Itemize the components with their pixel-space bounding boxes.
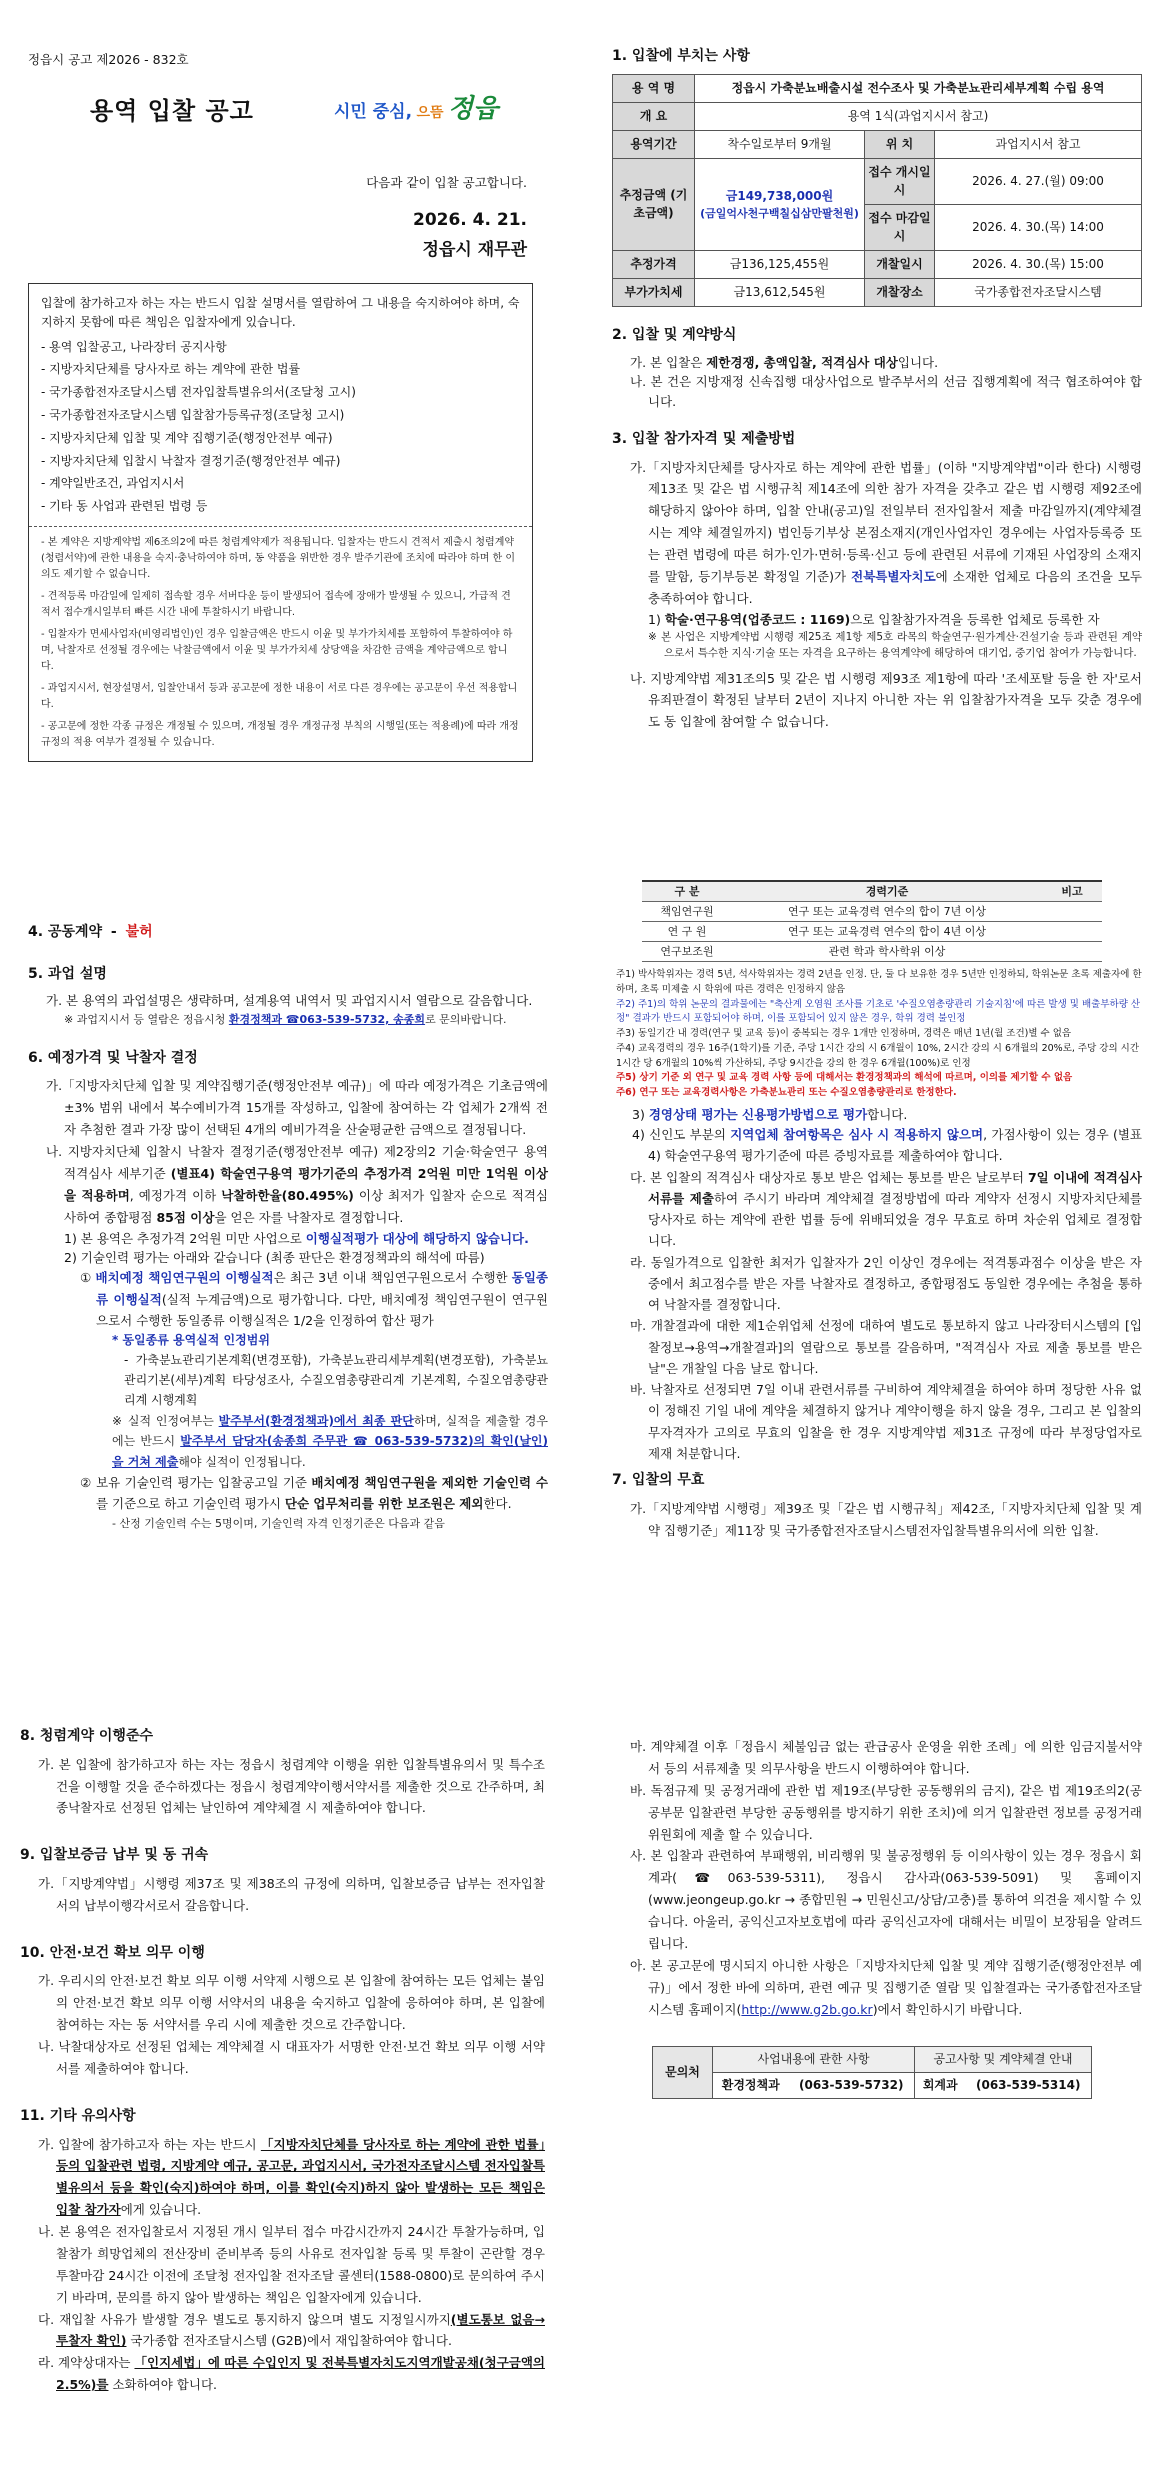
s3-note: ※ 본 사업은 지방계약법 시행령 제25조 제1항 제5호 라목의 학술연구·원가계산·건설기술 등과 관련된 계약으로서 특수한 지식·기술 또는 자격을 요구하는 용역계약에 해당하여 대기업, 중기업 참여가 가능합니다.	[648, 631, 1142, 660]
location-value: 과업지시서 참고	[935, 130, 1142, 158]
g2b-link[interactable]: http://www.g2b.go.kr	[741, 2001, 873, 2017]
grade-header: 경력기준	[732, 881, 1042, 902]
grade-note: 주2) 주1)의 학위 논문의 결과물에는 "축산계 오염원 조사를 기초로 '수질오염총량관리 기술지침'에 따른 발생 및 배출부하량 산정" 결과가 반드시 포함되어야 하며, 이를 포함되어 있지 않은 경우, 학위 경력 불인정	[616, 998, 1141, 1025]
location-label: 위 치	[865, 130, 935, 158]
section-8-title: 8. 청렴계약 이행준수	[20, 1728, 153, 1744]
s6-na-mid: , 예정가격 이하	[129, 1187, 222, 1203]
period-value: 착수일로부터 9개월	[695, 130, 865, 158]
right-column-top	[612, 40, 1142, 733]
table-cell: 책임연구원	[642, 902, 732, 922]
s6-na-score: 85점 이상	[156, 1209, 215, 1225]
grade-note: 주1) 박사학위자는 경력 5년, 석사학위자는 경력 2년을 인정. 단, 둘 다 보유한 경우 5년만 인정하되, 학위논문 초록 제출자에 한하며, 초록 미제출 시 학위에 따른 경력은 인정하지 않음	[616, 969, 1142, 995]
s6-note2-blue: 발주부서(환경정책과)에서 최종 판단	[218, 1413, 414, 1428]
s11-item-ba: 바. 독점규제 및 공정거래에 관한 법 제19조(부당한 공동행위의 금지), 같은 법 제19조의2(공공부문 입찰관련 부당한 공동행위를 방지하기 위한 조치)에 의거 입찰관련 정보를 공정거래위원회에 제출 할 수 있습니다.	[630, 1782, 1142, 1842]
s6-c2-mid: 를 기준으로 하고 기술인력 평가시	[96, 1496, 285, 1512]
section-11-title: 11. 기타 유의사항	[20, 2107, 136, 2124]
table-row	[642, 922, 1102, 942]
s5-note-text: ※ 과업지시서 등 열람은 정읍시청	[64, 1012, 229, 1026]
s6-note2-text: ※ 실적 인정여부는	[112, 1413, 219, 1428]
notice-item: - 국가종합전자조달시스템 입찰참가등록규정(조달청 고시)	[41, 408, 345, 423]
section-2-title: 2. 입찰 및 계약방식	[612, 327, 737, 344]
s6-c2-bold2: 단순 업무처리를 위한 보조원은 제외	[284, 1496, 484, 1512]
grade-note: 주5) 상기 기준 외 연구 및 교육 경력 사항 등에 대해서는 환경정책과의 해석에 따르며, 이의를 제기할 수 없음	[616, 1072, 1073, 1084]
grade-table	[642, 880, 1102, 962]
s11-ga-post: 에게 있습니다.	[120, 2202, 202, 2218]
s11-ra-post: 소화하여야 합니다.	[108, 2377, 217, 2393]
s6-n3-blue: 경영상태 평가는 신용평가방법으로 평가	[648, 1106, 868, 1122]
close-value: 2026. 4. 30.(목) 14:00	[935, 204, 1142, 250]
section-9-title: 9. 입찰보증금 납부 및 동 귀속	[20, 1847, 209, 1864]
slogan-part-c: 정읍	[447, 94, 499, 125]
s6-item-ba: 바. 낙찰자로 선정되면 7일 이내 관련서류를 구비하여 계약체결을 하여야 하며 정당한 사유 없이 정해진 기일 내에 계약을 체결하지 않거나 계약이행을 하지 않을 경우, 그리고 본 입찰의 무자격자가 고의로 무효의 입찰을 한 경우 지방계약법 제31조 규정에 따라 부정당업자로 제재 처분합니다.	[630, 1382, 1142, 1461]
section-1-title: 1. 입찰에 부치는 사항	[612, 48, 750, 64]
s11-item-da	[38, 2309, 545, 2353]
s11-ra-bold: 「인지세법」에 따른 수입인지 및 전북특별자치도지역개발공채(청구금액의 2.5%)를	[56, 2355, 545, 2393]
s6-n3-post: 합니다.	[867, 1106, 908, 1122]
s6-item-ra: 라. 동일가격으로 입찰한 최저가 입찰자가 2인 이상인 경우에는 적격통과점수 이상을 받은 자 중에서 최고점수를 받은 자를 낙찰자로 결정하고, 종합평점도 동일한 경우에는 추첨을 통하여 낙찰자를 결정합니다.	[630, 1254, 1142, 1313]
vat-label: 부가가치세	[613, 279, 695, 307]
s6-c1-prefix: ①	[80, 1270, 96, 1286]
estimate-value: 금149,738,000원	[725, 188, 834, 203]
s5-note	[64, 1011, 548, 1028]
open-value: 2026. 4. 27.(월) 09:00	[935, 158, 1142, 204]
s11-item-sa: 사. 본 입찰과 관련하여 부패행위, 비리행위 및 불공정행위 등 이의사항이 있는 경우 정읍시 회계과(☎063-539-5311), 정읍시 감사과(063-539-5091) 및 홈페이지(www.jeongeup.go.kr → 종합민원 → 민원신고/상담/고충)를 통하여 의견을 제시할 수 있습니다. 아울러, 공익신고자보호법에 따라 공익신고자에 대해서는 비밀이 보장됨을 알려드립니다.	[630, 1848, 1142, 1951]
notice-note: - 입찰자가 면세사업자(비영리법인)인 경우 입찰금액은 반드시 이윤 및 부가가치세를 포함하여 투찰하여야 하며, 낙찰자로 선정될 경우에는 낙찰금액에서 이윤 및 부가가치세 상당액을 차감한 금액을 계약금액으로 합니다.	[41, 629, 513, 672]
contact-tel: (063-539-5314)	[965, 2072, 1091, 2098]
s6-c1-mid: 은 최근 3년 이내 책임연구원으로서 수행한	[273, 1270, 512, 1286]
table-cell	[1042, 922, 1102, 942]
city-logo	[334, 89, 498, 129]
contact-tel: (063-539-5732)	[788, 2072, 914, 2098]
s6-n3-prefix: 3)	[632, 1106, 649, 1122]
notice-notes	[41, 535, 520, 751]
s6-da-bold: 7일 이내에 적격심사서류를 제출	[648, 1169, 1142, 1206]
contact-header: 공고사항 및 계약체결 안내	[914, 2047, 1091, 2073]
left-column-mid	[28, 880, 548, 1532]
s3-ga-text: 가.「지방자치단체를 당사자로 하는 계약에 관한 법률」(이하 "지방계약법"이라 한다) 시행령 제13조 및 같은 법 시행규칙 제14조에 의한 참가 자격을 갖추고 같은 법 시행령 제92조에 해당하지 않아야 하며, 입찰 안내(공고)일 전일부터 전자입찰서 제출 마감일까지(계약체결시는 계약 체결일까지) 법인등기부상 본점소재지(개인사업자인 경우에는 사업자등록증 또는 관련 법령에 따른 허가·인가·면허·등록·신고 등에 관련된 서류에 기재된 사업장의 소재지를 말함, 등기부등본 확정일 기준)가	[630, 459, 1142, 584]
s6-c1-post: (실적 누계금액)으로 평가합니다. 다만, 배치예정 책임연구원이 연구원으로서 수행한 동일종류 이행실적은 1/2을 인정하여 합산 평가	[96, 1291, 548, 1328]
s11-item-ma: 마. 계약체결 이후「정읍시 체불임금 없는 관급공사 운영을 위한 조례」에 의한 임금지불서약서 등의 서류제출 및 의무사항을 반드시 이행하여야 합니다.	[630, 1739, 1142, 1776]
notice-item: - 기타 동 사업과 관련된 법령 등	[41, 499, 208, 514]
s3-item-1	[648, 610, 1142, 629]
title-row	[28, 81, 533, 143]
notice-item: - 용역 입찰공고, 나라장터 공지사항	[41, 339, 227, 354]
right-column-mid	[612, 880, 1142, 1541]
s11-ga-bold: 「지방자치단체를 당사자로 하는 계약에 관한 법률」등의 입찰관련 법령, 지방계약 예규, 공고문, 과업지시서, 국가전자조달시스템 전자입찰특별유의서 등을 확인(숙지)하여야 하며, 이를 확인(숙지)하지 않아 발생하는 모든 책임은 입찰 참가자	[56, 2136, 546, 2218]
notice-note: - 견적등록 마감일에 일제히 접속할 경우 서버다운 등이 발생되어 접속에 장애가 발생될 수 있으니, 가급적 견적서 접수개시일부터 빠른 시간 내에 투찰하시기 바랍니다.	[41, 591, 511, 618]
opening-label: 개찰일시	[865, 251, 935, 279]
table-cell	[1042, 942, 1102, 962]
grade-note: 주3) 동일기간 내 경력(연구 및 교육 등)이 중복되는 경우 1개만 인정하며, 경력은 매년 1년(월 조건)별 수 없음	[616, 1028, 1072, 1040]
notice-item: - 지방자치단체 입찰시 낙찰자 결정기준(행정안전부 예규)	[41, 453, 341, 468]
estimate-label: 추정금액 (기초금액)	[613, 158, 695, 250]
notice-note: - 공고문에 정한 각종 규정은 개정될 수 있으며, 개정될 경우 개정규정 부칙의 시행일(또는 적용례)에 따라 개정 규정의 적용 여부가 결정될 수 있습니다.	[41, 721, 519, 748]
period-label: 용역기간	[613, 130, 695, 158]
intro-text: 다음과 같이 입찰 공고합니다.	[366, 175, 527, 191]
overview-label: 개 요	[613, 102, 695, 130]
grade-header: 구 분	[642, 881, 732, 902]
s9-item-ga: 가.「지방계약법」시행령 제37조 및 제38조의 규정에 의하며, 입찰보증금 납부는 전자입찰서의 납부이행각서로서 갈음합니다.	[38, 1876, 545, 1913]
table-cell: 관련 학과 학사학위 이상	[732, 942, 1042, 962]
grade-header: 비고	[1042, 881, 1102, 902]
s3-item-ga	[630, 457, 1142, 610]
s8-item-ga: 가. 본 입찰에 참가하고자 하는 자는 정읍시 청렴계약 이행을 위한 입찰특별유의서 및 특수조건을 이행할 것을 준수하겠다는 정읍시 청렴계약이행서약서를 제출한 것으로 간주하며, 최종낙찰자로 선정된 업체는 날인하여 계약체결 시 제출하여야 합니다.	[38, 1756, 545, 1816]
table-cell	[1042, 902, 1102, 922]
s11-a-post: )에서 확인하시기 바랍니다.	[872, 2001, 1023, 2017]
s11-a-text: 아. 본 공고문에 명시되지 아니한 사항은「지방자치단체 입찰 및 계약 집행기준(행정안전부 예규)」에서 정한 바에 의하며, 관련 예규 및 집행기준 열람 및 입찰결과는 국가종합전자조달시스템 홈페이지(	[630, 1957, 1142, 2017]
s11-item-ga	[38, 2134, 545, 2222]
opening-value: 2026. 4. 30.(목) 15:00	[935, 251, 1142, 279]
s6-c2-post: 한다.	[483, 1496, 512, 1512]
s11-item-a	[630, 1955, 1142, 2021]
s6-da-post: 하여 주시기 바라며 계약체결 결정방법에 따라 계약자 선정시 지방자치단체를 당사자로 하는 계약에 관한 법률 등에 위배되었을 경우 무효로 하며 차순위 업체로 결정합니다.	[648, 1190, 1142, 1249]
s6-note2-blue2: 발주부서 담당자(송종희 주무관 ☎ 063-539-5732)의 확인(날인)을 거쳐 제출	[112, 1434, 548, 1469]
s6-item-2: 2) 기술인력 평가는 아래와 같습니다 (최종 판단은 환경정책과의 해석에 따름)	[64, 1249, 485, 1265]
close-label: 접수 마감일시	[865, 204, 935, 250]
s6-na-mid2: 이상 최저가 입찰자 순으로 적격심사하여 종합평점	[64, 1187, 548, 1225]
contact-dept: 환경정책과	[713, 2072, 789, 2098]
overview-value: 용역 1식(과업지시서 참고)	[695, 102, 1142, 130]
s5-note-post: 로 문의바랍니다.	[425, 1012, 507, 1026]
section-6-title: 6. 예정가격 및 낙찰자 결정	[28, 1049, 198, 1066]
bid-info-table	[612, 74, 1142, 307]
service-name-value: 정읍시 가축분뇨배출시설 전수조사 및 가축분뇨관리세부계획 수립 용역	[695, 74, 1142, 102]
notice-item: - 지방자치단체를 당사자로 하는 계약에 관한 법률	[41, 362, 301, 377]
s2-item-ga	[630, 353, 1142, 372]
grade-notes	[612, 968, 1142, 1100]
section-4-title	[28, 922, 548, 944]
issuer: 정읍시 재무관	[422, 240, 527, 261]
s3-item-na: 나. 지방계약법 제31조의5 및 같은 법 시행령 제93조 제1항에 따라 '조세포탈 등을 한 자'로서 유죄판결이 확정된 날부터 2년이 지나지 아니한 자는 위 입찰참가자격을 모두 갖춘 경우에도 동 입찰에 참여할 수 없습니다.	[630, 670, 1142, 730]
s3-item1-post: 으로 입찰참가자격을 등록한 업체로 등록한 자	[850, 611, 1100, 627]
s6-item-3	[632, 1105, 1142, 1124]
s11-da-text: 다. 재입찰 사유가 발생할 경우 별도로 통지하지 않으며 별도 지정일시까지	[38, 2311, 451, 2327]
left-column-top	[28, 50, 533, 762]
s6-c1-blue2: 동일종류 이행실적	[96, 1270, 548, 1307]
s2-item-na: 나. 본 건은 지방재정 신속집행 대상사업으로 발주부서의 선금 집행계획에 적극 협조하여야 합니다.	[630, 374, 1142, 409]
s6-na-text: 나. 지방자치단체 입찰시 낙찰자 결정기준(행정안전부 예규) 제2장의2 기술·학술연구 용역 적격심사 세부기준	[46, 1144, 548, 1181]
s6-n1-text: 1) 본 용역은 추정가격 2억원 미만 사업으로	[64, 1230, 306, 1246]
price-value: 금136,125,455원	[695, 251, 865, 279]
s11-da-bold: (별도통보 없음→투찰자 확인)	[56, 2311, 545, 2349]
right-column-bottom	[612, 1736, 1142, 2099]
table-cell: 연 구 원	[642, 922, 732, 942]
slogan-part-b: 으뜸	[416, 105, 444, 122]
s6-n4-text: 4) 신인도 부분의	[632, 1127, 731, 1143]
notice-note: - 본 계약은 지방계약법 제6조의2에 따른 청렴계약제가 적용됩니다. 입찰자는 반드시 견적서 제출시 청렴계약(청렴서약)에 관한 내용을 숙지·충낙하여야 하며, 동 약품을 위반한 경우 발주기관에 조치에 따라야 하며 한 이의도 제기할 수 없습니다.	[41, 537, 516, 580]
notice-date: 2026. 4. 21.	[412, 209, 527, 230]
estimate-cell	[695, 158, 865, 250]
table-cell: 연구 또는 교육경력 연수의 합이 4년 이상	[732, 922, 1042, 942]
s3-ga-post: 에 소재한 업체로 다음의 조건을 모두 충족하여야 합니다.	[648, 568, 1142, 606]
s5-contact: 환경정책과 ☎063-539-5732, 송종희	[228, 1012, 426, 1026]
notice-box	[28, 283, 533, 762]
s2-ga-text: 가. 본 입찰은	[630, 354, 707, 370]
s3-item1-code: 학술·연구용역(업종코드 : 1169)	[664, 611, 851, 627]
s4-dash: -	[110, 924, 117, 940]
section-5-title: 5. 과업 설명	[28, 965, 107, 982]
s6-na-post: 을 얻은 자를 낙찰자로 결정합니다.	[214, 1209, 404, 1225]
estimate-korean: (금일억사천구백칠십삼만팔천원)	[700, 207, 859, 221]
section-7-title: 7. 입찰의 무효	[612, 1472, 705, 1489]
s6-item-c2	[80, 1472, 548, 1515]
s3-item1-prefix: 1)	[648, 611, 661, 627]
table-row	[642, 902, 1102, 922]
notice-item: - 국가종합전자조달시스템 전자입찰특별유의서(조달청 고시)	[41, 385, 356, 400]
grade-note: 주6) 연구 또는 교육경력사항은 가축분뇨관리 또는 수질오염총량관리로 한정한다.	[616, 1086, 957, 1098]
s6-da-text: 다. 본 입찰의 적격심사 대상자로 통보 받은 업체는 통보를 받은 날로부터	[630, 1169, 1028, 1185]
table-row	[642, 942, 1102, 962]
s7-item-ga: 가.「지방계약법 시행령」제39조 및「같은 법 시행규칙」제42조,「지방자치단체 입찰 및 계약 집행기준」제11장 및 국가종합전자조달시스템전자입찰특별유의서에 의한 입찰.	[630, 1500, 1142, 1538]
notice-lead: 입찰에 참가하고자 하는 자는 반드시 입찰 설명서를 열람하여 그 내용을 숙지하여야 하며, 숙지하지 못함에 따른 책임은 입찰자에게 있습니다.	[41, 296, 520, 330]
s5-item-ga: 가. 본 용역의 과업설명은 생략하며, 설계용역 내역서 및 과업지시서 열람으로 갈음합니다.	[46, 993, 533, 1009]
s3-ga-region: 전북특별자치도	[851, 568, 936, 584]
place-label: 개찰장소	[865, 279, 935, 307]
s6-note2-post: 해야 실적이 인정됩니다.	[178, 1454, 306, 1469]
s6-na-rate: 낙찰하한율(80.495%)	[221, 1187, 354, 1203]
notice-number: 정읍시 공고 제2026 - 832호	[28, 52, 189, 67]
s6-item-1	[64, 1229, 548, 1248]
s6-item-4	[632, 1124, 1142, 1167]
s6-c2-note: - 산정 기술인력 수는 5명이며, 기술인력 자격 인정기준은 다음과 같음	[112, 1516, 445, 1530]
contact-label: 문의처	[653, 2047, 713, 2098]
s6-n4-post: , 가점사항이 있는 경우 (별표4) 학술연구용역 평가기준에 따른 증빙자료를 제출하여야 합니다.	[648, 1127, 1143, 1164]
s6-item-ga: 가.「지방자치단체 입찰 및 계약집행기준(행정안전부 예규)」에 따라 예정가격은 기초금액에 ±3% 범위 내에서 복수예비가격 15개를 작성하고, 입찰에 참여하는 각 업체가 2개씩 전자 추첨한 결과 가장 많이 선택된 4개의 예비가격을 산술평균한 금액으로 결정됩니다.	[46, 1078, 548, 1138]
left-column-bottom	[20, 1712, 545, 2396]
notice-divider	[29, 526, 532, 527]
page-title: 용역 입찰 공고	[90, 97, 254, 126]
notice-items	[41, 336, 520, 518]
s6-c2-text: ② 보유 기술인력 평가는 입찰공고일 기준	[80, 1475, 312, 1491]
section-10-title: 10. 안전·보건 확보 의무 이행	[20, 1944, 205, 1961]
contact-table	[652, 2046, 1092, 2098]
s6-n4-blue: 지역업체 참여항목은 심사 시 적용하지 않으며	[730, 1127, 984, 1143]
open-label: 접수 개시일시	[865, 158, 935, 204]
table-cell: 연구 또는 교육경력 연수의 합이 7년 이상	[732, 902, 1042, 922]
s6-item-c1	[80, 1267, 548, 1331]
s10-item-ga: 가. 우리시의 안전·보건 확보 의무 이행 서약제 시행으로 본 입찰에 참여하는 모든 업체는 붙임의 안전·보건 확보 의무 이행 서약서의 내용을 숙지하고 입찰에 응하여야 하며, 본 입찰에 참여하는 자는 동 서약서를 우리 시에 제출한 것으로 간주합니다.	[38, 1973, 545, 2033]
s6-item-na	[46, 1141, 548, 1229]
s11-ra-text: 라. 계약상대자는	[38, 2355, 135, 2371]
grade-note: 주4) 교육경력의 경우 16주(1학기)를 기준, 주당 1시간 강의 시 6개월이 10%, 2시간 강의 시 6개월의 20%로, 주당 강의 시간 1시간 당 6개월의 10%씩 가산하되, 주당 9시간을 강의 한 경우 6개월(100%)로 인정	[616, 1042, 1140, 1069]
s11-item-na: 나. 본 용역은 전자입찰로서 지정된 개시 일부터 접수 마감시간까지 24시간 투찰가능하며, 입찰참가 희망업체의 전산장비 준비부족 등의 사유로 전자입찰 등록 및 투찰이 곤란할 경우 투찰마감 24시간 이전에 조달청 전자입찰 전자조달 콜센터(1588-0800)로 문의하여 주시기 바라며, 문의를 하지 않아 발생하는 책임은 입찰자에게 있습니다.	[38, 2224, 545, 2305]
joint-contract-value: 불허	[125, 924, 153, 940]
s6-na-bold1: (별표4) 학술연구용역 평가기준의 추정가격 2억원 미만 1억원 이상을 적용하며	[64, 1165, 548, 1203]
place-value: 국가종합전자조달시스템	[935, 279, 1142, 307]
s6-item-ma: 마. 개찰결과에 대한 제1순위업체 선정에 대하여 별도로 통보하지 않고 나라장터시스템의 [입찰정보→용역→개찰결과]의 열람으로 통보를 갈음하며, "적격심사 자료 제출 통보를 받은 날"은 개찰일 다음 날로 합니다.	[630, 1318, 1142, 1376]
s4-title-text: 4. 공동계약	[28, 924, 103, 940]
vat-value: 금13,612,545원	[695, 279, 865, 307]
s2-ga-bold: 제한경쟁, 총액입찰, 적격심사 대상	[706, 354, 898, 370]
s10-item-na: 나. 낙찰대상자로 선정된 업체는 계약체결 시 대표자가 서명한 안전·보건 확보 의무 이행 서약서를 제출하여야 합니다.	[38, 2039, 545, 2076]
s11-item-ra	[38, 2352, 545, 2396]
contact-dept: 회계과	[914, 2072, 965, 2098]
s6-note2	[112, 1411, 548, 1472]
s6-c2-bold: 배치예정 책임연구원을 제외한 기술인력 수	[311, 1475, 548, 1491]
contact-header: 사업내용에 관한 사항	[713, 2047, 915, 2073]
notice-item: - 계약일반조건, 과업지시서	[41, 476, 185, 491]
price-label: 추정가격	[613, 251, 695, 279]
service-name-label: 용 역 명	[613, 74, 695, 102]
s11-ga-text: 가. 입찰에 참가하고자 하는 자는 반드시	[38, 2136, 261, 2152]
s6-star-items: - 가축분뇨관리기본계획(변경포함), 가축분뇨관리세부계획(변경포함), 가축분뇨관리기본(세부)계획 타당성조사, 수질오염총량관리계 기본계획, 수질오염총량관리계 시행계획	[124, 1352, 548, 1408]
slogan-part-a: 시민 중심,	[334, 102, 413, 123]
s6-n1-blue: 이행실적평가 대상에 해당하지 않습니다.	[305, 1230, 529, 1246]
s6-c1-blue: 배치예정 책임연구원의 이행실적	[95, 1270, 274, 1286]
s11-da-post: 국가종합 전자조달시스템 (G2B)에서 재입찰하여야 합니다.	[126, 2333, 452, 2349]
s6-star: * 동일종류 용역실적 인정범위	[112, 1333, 270, 1348]
s2-ga-post: 입니다.	[897, 354, 939, 370]
s6-note2-mid: 하며, 실적을 제출할 경우에는 반드시	[112, 1413, 548, 1449]
section-3-title: 3. 입찰 참가자격 및 제출방법	[612, 430, 796, 447]
table-cell: 연구보조원	[642, 942, 732, 962]
notice-note: - 과업지시서, 현장설명서, 입찰안내서 등과 공고문에 정한 내용이 서로 다른 경우에는 공고문이 우선 적용합니다.	[41, 683, 518, 710]
notice-item: - 지방자치단체 입찰 및 계약 집행기준(행정안전부 예규)	[41, 430, 333, 445]
s6-item-da	[630, 1167, 1142, 1252]
